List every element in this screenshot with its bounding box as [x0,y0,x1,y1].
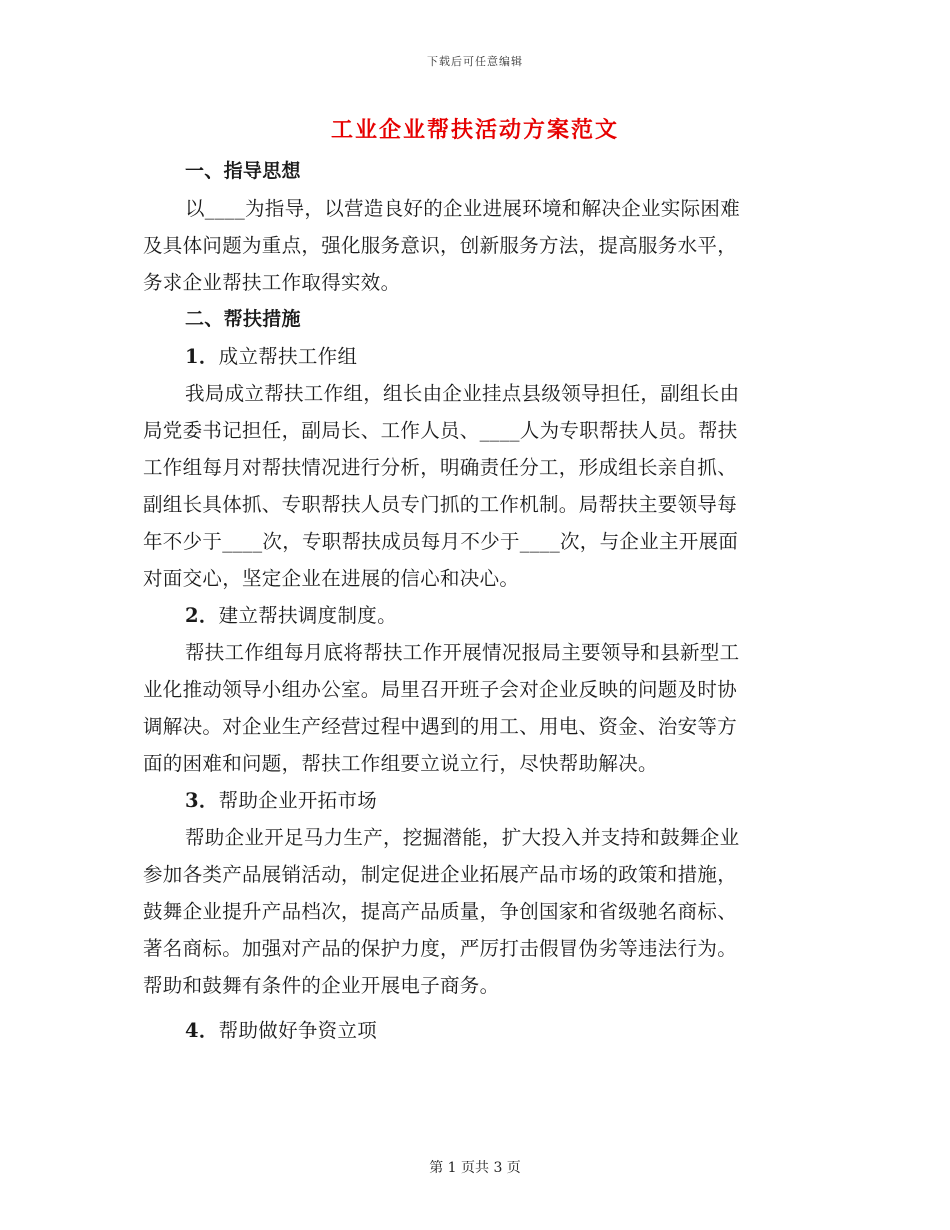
section-heading-measures: 二、帮扶措施 [185,308,301,330]
item-number: 1． [185,345,219,368]
paragraph-line: 我局成立帮扶工作组，组长由企业挂点县级领导担任，副组长由 [185,382,740,405]
paragraph-line: 调解决。对企业生产经营过程中遇到的用工、用电、资金、治安等方 [143,715,738,738]
item-heading-2 [143,597,803,634]
item-title: 成立帮扶工作组 [218,345,358,368]
paragraph-line: 及具体问题为重点，强化服务意识，创新服务方法，提高服务水平， [143,234,738,257]
item-heading-3 [143,782,803,819]
item-title: 帮助做好争资立项 [218,1019,378,1042]
paragraph-line: 帮助企业开足马力生产，挖掘潜能，扩大投入并支持和鼓舞企业 [185,826,740,849]
paragraph-line: 工作组每月对帮扶情况进行分析，明确责任分工，形成组长亲自抓、 [143,456,738,479]
document-title: 工业企业帮扶活动方案范文 [330,117,619,143]
paragraph-line: 副组长具体抓、专职帮扶人员专门抓的工作机制。局帮扶主要领导每 [143,493,738,516]
paragraph-line: 务求企业帮扶工作取得实效。 [143,271,401,294]
item-heading-4 [143,1012,803,1049]
paragraph-line: 面的困难和问题，帮扶工作组要立说立行，尽快帮助解决。 [143,752,658,775]
paragraph-line: 著名商标。加强对产品的保护力度，严厉打击假冒伪劣等违法行为。 [143,937,738,960]
spacer [143,1004,803,1012]
paragraph-line: 局党委书记担任，副局长、工作人员、____人为专职帮扶人员。帮扶 [143,419,738,442]
item-number: 4． [185,1019,219,1042]
paragraph-line: 帮助和鼓舞有条件的企业开展电子商务。 [143,974,500,997]
paragraph-line: 鼓舞企业提升产品档次，提高产品质量，争创国家和省级驰名商标、 [143,900,738,923]
section-heading-guiding-thought: 一、指导思想 [185,160,301,182]
paragraph-line: 帮扶工作组每月底将帮扶工作开展情况报局主要领导和县新型工 [185,641,740,664]
paragraph-line: 参加各类产品展销活动，制定促进企业拓展产品市场的政策和措施， [143,863,738,886]
document-body [143,153,803,1049]
paragraph-line: 业化推动领导小组办公室。局里召开班子会对企业反映的问题及时协 [143,678,738,701]
paragraph-line: 对面交心，坚定企业在进展的信心和决心。 [143,567,520,590]
item-number: 3． [185,789,219,812]
header-note: 下载后可任意编辑 [427,55,523,68]
page-footer: 第 1 页共 3 页 [429,1160,521,1176]
item-title: 帮助企业开拓市场 [218,789,378,812]
item-title: 建立帮扶调度制度。 [218,604,397,627]
item-number: 2． [185,604,219,627]
paragraph-line: 以____为指导，以营造良好的企业进展环境和解决企业实际困难 [185,197,740,220]
item-heading-1 [143,338,803,375]
paragraph-line: 年不少于____次，专职帮扶成员每月不少于____次，与企业主开展面 [143,530,739,553]
